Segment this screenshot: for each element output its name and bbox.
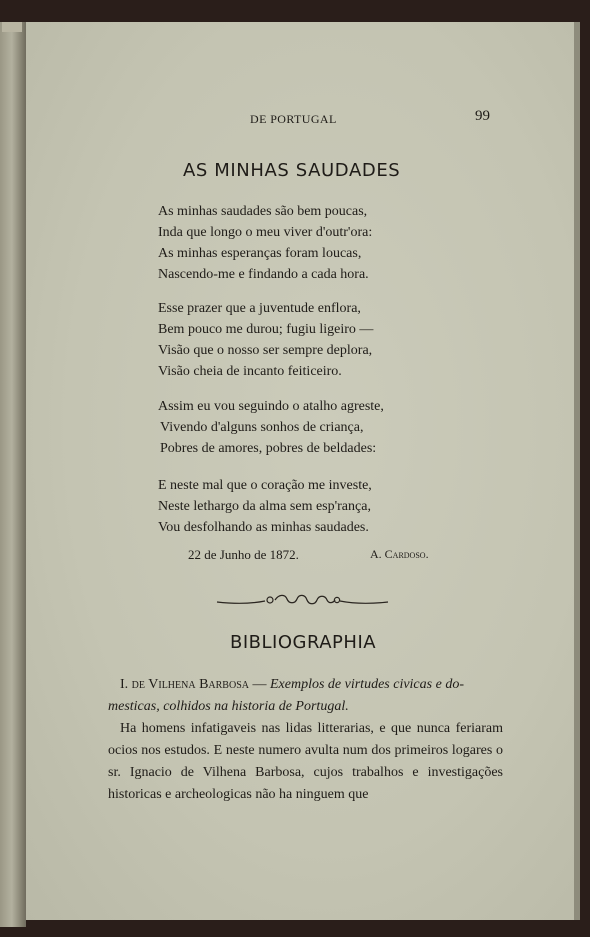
verse-line: Esse prazer que a juventude enflora, [158, 301, 361, 316]
page-fore-edge [574, 22, 580, 920]
entry-number: I. [120, 677, 129, 692]
ornamental-divider [215, 590, 390, 610]
verse-line: As minhas saudades são bem poucas, [158, 204, 368, 219]
poem-signature: A. Cardoso. [370, 547, 429, 561]
stanza [158, 201, 372, 285]
entry-author: de Vilhena Barbosa [131, 677, 249, 692]
previous-page-edge [0, 22, 26, 927]
entry-body: Ha homens infatigaveis nas lidas litterarias, e que nunca feriaram ocios nos estudos. E neste numero avulta num dos primeiros logares o sr. Ignacio de Vilhena Barbosa, cujos trabalhos e investigações historicas e archeologicas não ha ninguem que [108, 721, 503, 802]
stanza [158, 396, 384, 459]
verse-line: Visão que o nosso ser sempre deplora, [158, 343, 373, 358]
verse-line: Nascendo-me e findando a cada hora. [158, 267, 369, 282]
bibliography-entry [108, 674, 503, 806]
verse-line: Neste lethargo da alma sem esp'rança, [158, 499, 371, 514]
verse-line: Pobres de amores, pobres de beldades: [160, 441, 377, 456]
verse-line: Visão cheia de incanto feiticeiro. [158, 364, 342, 379]
poem-title: AS MINHAS SAUDADES [183, 160, 401, 181]
spine-mark [2, 22, 22, 32]
page-number: 99 [475, 108, 490, 124]
section-title: BIBLIOGRAPHIA [230, 632, 377, 653]
stanza [158, 475, 372, 538]
verse-line: Vou desfolhando as minhas saudades. [158, 520, 369, 535]
verse-line: Vivendo d'alguns sonhos de criança, [160, 420, 364, 435]
verse-line: Bem pouco me durou; fugiu ligeiro — [158, 322, 374, 337]
entry-heading [108, 674, 503, 696]
verse-line: E neste mal que o coração me investe, [158, 478, 372, 493]
verse-line: As minhas esperanças foram loucas, [158, 246, 362, 261]
stanza [158, 298, 373, 382]
entry-work-title: Exemplos de virtudes civicas e do- [269, 677, 464, 692]
entry-dash: — [248, 677, 270, 692]
poem-date: 22 de Junho de 1872. [188, 547, 299, 562]
running-head: DE PORTUGAL [250, 112, 337, 126]
verse-line: Assim eu vou seguindo o atalho agreste, [158, 399, 384, 414]
entry-work-title-cont: mesticas, colhidos na historia de Portugal. [108, 699, 349, 714]
verse-line: Inda que longo o meu viver d'outr'ora: [158, 225, 373, 240]
